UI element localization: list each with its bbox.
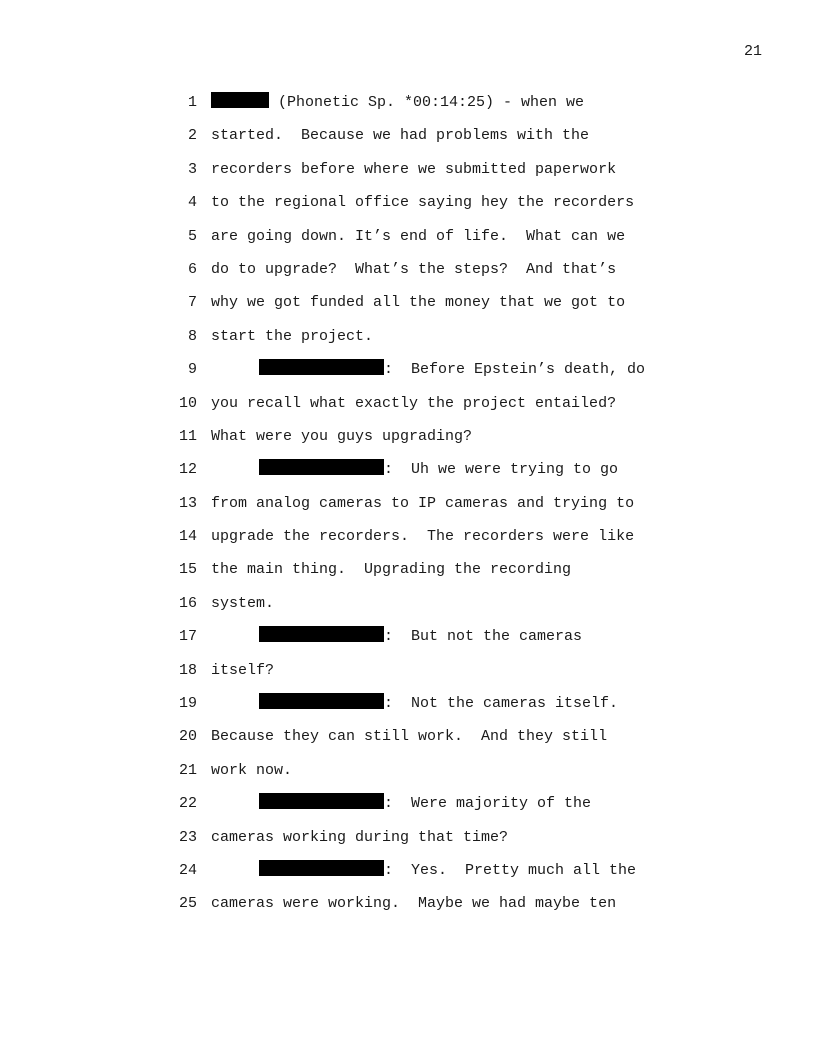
transcript-line xyxy=(170,125,690,158)
line-text xyxy=(211,192,634,214)
line-content: upgrade the recorders. The recorders were like xyxy=(211,528,635,546)
line-content: cameras were working. Maybe we had maybe ten xyxy=(211,895,617,913)
line-text xyxy=(211,893,616,915)
line-content: : Before Epstein’s death, do xyxy=(384,361,646,379)
redaction-block xyxy=(259,459,384,475)
line-number: 19 xyxy=(178,695,197,713)
line-text xyxy=(211,660,274,682)
transcript-line xyxy=(170,259,690,292)
line-content: system. xyxy=(211,594,275,612)
transcript-line xyxy=(170,92,690,125)
line-text xyxy=(211,393,616,415)
line-text xyxy=(259,793,591,815)
transcript-line xyxy=(170,793,690,826)
line-number: 14 xyxy=(178,528,197,546)
line-number: 23 xyxy=(178,828,197,846)
line-number: 15 xyxy=(178,561,197,579)
line-text xyxy=(211,292,625,314)
line-number: 12 xyxy=(178,461,197,479)
line-content: : Uh we were trying to go xyxy=(384,461,619,479)
line-content: work now. xyxy=(211,761,293,779)
redaction-block xyxy=(211,92,269,108)
line-content: cameras working during that time? xyxy=(211,828,509,846)
line-content: (Phonetic Sp. *00:14:25) - when we xyxy=(269,94,585,111)
line-content: : Yes. Pretty much all the xyxy=(384,861,637,879)
line-number: 4 xyxy=(187,194,197,212)
line-number: 25 xyxy=(178,895,197,913)
transcript-line xyxy=(170,760,690,793)
line-text xyxy=(259,693,618,715)
line-text xyxy=(211,827,508,849)
line-content: started. Because we had problems with the xyxy=(211,127,590,145)
line-content: Because they can still work. And they still xyxy=(211,728,608,746)
line-text xyxy=(211,526,634,548)
line-content: from analog cameras to IP cameras and trying to xyxy=(211,494,635,512)
redaction-block xyxy=(259,626,384,642)
line-content: to the regional office saying hey the recorders xyxy=(211,194,635,212)
line-number: 3 xyxy=(187,160,197,178)
transcript-line xyxy=(170,192,690,225)
line-content: why we got funded all the money that we got to xyxy=(211,294,626,312)
redaction-block xyxy=(259,860,384,876)
line-number: 16 xyxy=(178,594,197,612)
line-number: 20 xyxy=(178,728,197,746)
redaction-block xyxy=(259,359,384,375)
redaction-block xyxy=(259,693,384,709)
line-number: 24 xyxy=(178,861,197,879)
line-text xyxy=(259,626,582,648)
line-number: 22 xyxy=(178,795,197,813)
line-content: recorders before where we submitted paperwork xyxy=(211,160,617,178)
line-number: 5 xyxy=(187,227,197,245)
transcript-line xyxy=(170,159,690,192)
line-content: : Were majority of the xyxy=(384,795,592,813)
transcript-line xyxy=(170,292,690,325)
line-number: 8 xyxy=(187,327,197,345)
line-content: : Not the cameras itself. xyxy=(384,695,619,713)
line-text xyxy=(211,559,571,581)
line-number: 2 xyxy=(187,127,197,145)
transcript-line xyxy=(170,860,690,893)
transcript-line xyxy=(170,459,690,492)
line-content: are going down. It’s end of life. What can we xyxy=(211,227,626,245)
line-number: 11 xyxy=(178,427,197,445)
line-content: the main thing. Upgrading the recording xyxy=(211,561,572,579)
line-text xyxy=(211,493,634,515)
line-text xyxy=(211,259,616,281)
line-text xyxy=(211,159,616,181)
transcript-line xyxy=(170,359,690,392)
line-text xyxy=(211,92,584,114)
page-number: 21 xyxy=(743,43,762,60)
transcript-line xyxy=(170,393,690,426)
line-number: 13 xyxy=(178,494,197,512)
line-text xyxy=(211,226,625,248)
transcript-line xyxy=(170,559,690,592)
line-number: 21 xyxy=(178,761,197,779)
line-number: 10 xyxy=(178,394,197,412)
transcript-line xyxy=(170,693,690,726)
line-text xyxy=(259,359,645,381)
transcript-line xyxy=(170,526,690,559)
transcript-line xyxy=(170,660,690,693)
transcript-line xyxy=(170,626,690,659)
redaction-block xyxy=(259,793,384,809)
transcript-line xyxy=(170,726,690,759)
transcript-line xyxy=(170,226,690,259)
transcript-line xyxy=(170,893,690,926)
line-content: you recall what exactly the project entailed? xyxy=(211,394,617,412)
line-text xyxy=(211,125,589,147)
line-text xyxy=(259,860,636,882)
line-content: What were you guys upgrading? xyxy=(211,427,473,445)
line-text xyxy=(211,426,472,448)
line-content: start the project. xyxy=(211,327,374,345)
transcript-body xyxy=(170,92,690,927)
line-number: 7 xyxy=(187,294,197,312)
transcript-line xyxy=(170,827,690,860)
line-number: 17 xyxy=(178,628,197,646)
line-text xyxy=(259,459,618,481)
line-content: do to upgrade? What’s the steps? And that’s xyxy=(211,260,617,278)
transcript-line xyxy=(170,493,690,526)
line-text xyxy=(211,593,274,615)
line-number: 18 xyxy=(178,661,197,679)
line-number: 6 xyxy=(187,260,197,278)
transcript-line xyxy=(170,426,690,459)
line-text xyxy=(211,726,607,748)
line-number: 9 xyxy=(187,361,197,379)
line-content: itself? xyxy=(211,661,275,679)
transcript-line xyxy=(170,593,690,626)
line-number: 1 xyxy=(187,94,197,111)
line-text xyxy=(211,326,373,348)
line-text xyxy=(211,760,292,782)
line-content: : But not the cameras xyxy=(384,628,583,646)
transcript-line xyxy=(170,326,690,359)
